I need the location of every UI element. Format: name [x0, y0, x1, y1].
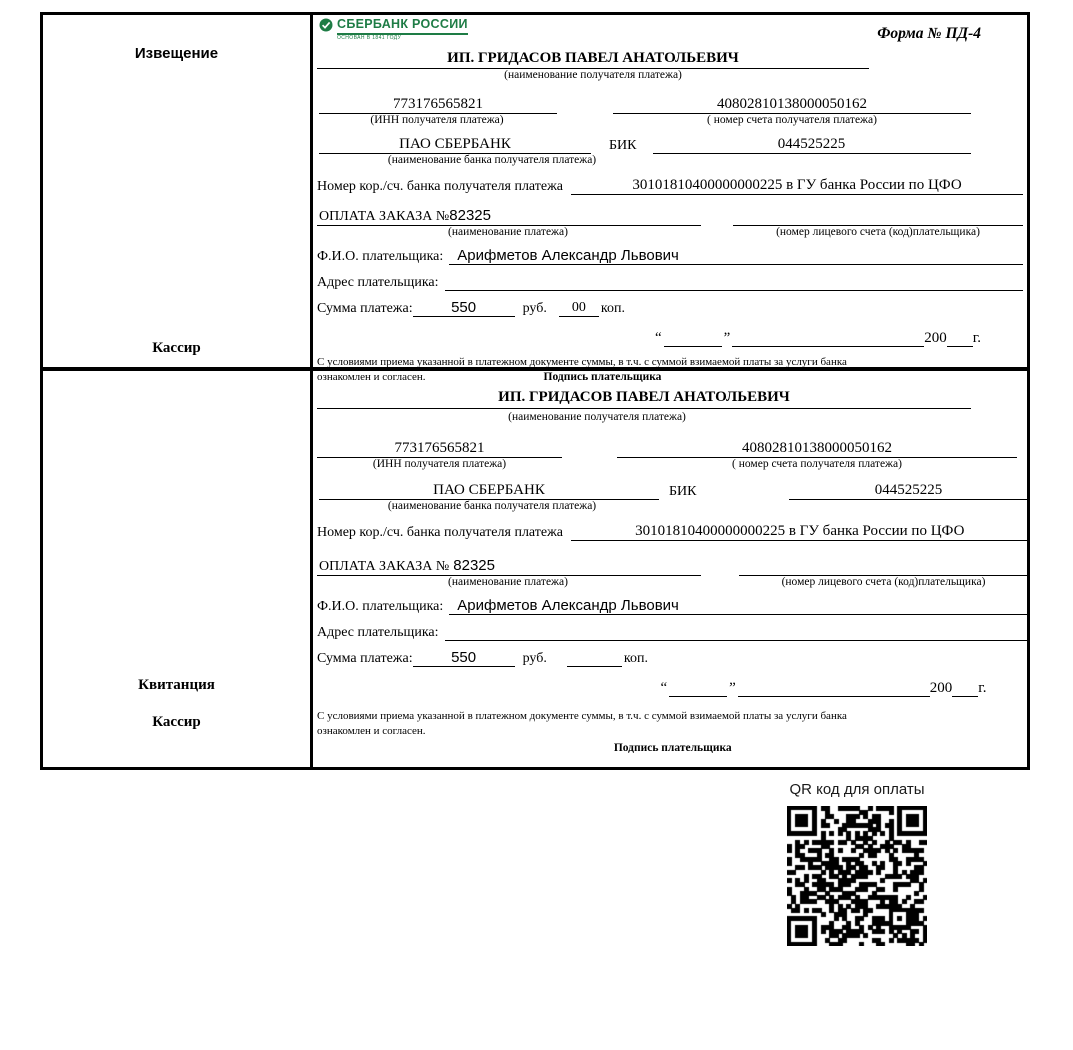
inn-account-row-2	[317, 435, 1029, 458]
payment-purpose-number-2: 82325	[453, 557, 495, 574]
recipient-name-2: ИП. ГРИДАСОВ ПАВЕЛ АНАТОЛЬЕВИЧ	[317, 389, 971, 409]
qr-block	[787, 781, 927, 946]
payment-caption-2: (наименование платежа)	[448, 576, 568, 588]
close-quote-2: ”	[729, 680, 736, 696]
recipient-caption-2: (наименование получателя платежа)	[508, 411, 686, 423]
qr-code	[787, 806, 927, 946]
sberbank-emblem-icon	[319, 18, 333, 37]
payment-purpose-row-2	[317, 553, 1029, 576]
payment-purpose-label: ОПЛАТА ЗАКАЗА №	[319, 209, 450, 224]
account-value: 40802810138000050162	[613, 96, 971, 114]
year-field	[947, 346, 973, 347]
payer-name-value: Арифметов Александр Львович	[449, 247, 1023, 265]
kop-label-2: коп.	[623, 651, 648, 666]
payer-name-label-2: Ф.И.О. плательщика:	[317, 599, 444, 614]
corr-account-row	[317, 172, 1023, 195]
open-quote-2: “	[660, 680, 668, 696]
form-header-row	[317, 15, 1023, 50]
rub-label: руб.	[522, 301, 547, 316]
bank-caption: (наименование банка получателя платежа)	[387, 154, 597, 166]
inn-account-row	[317, 91, 1023, 114]
payment-sum-row-2	[317, 645, 1029, 667]
bik-label: БИК	[609, 138, 637, 153]
bik-label-2: БИК	[669, 484, 697, 499]
sberbank-logo-text	[337, 18, 468, 41]
payment-purpose-field	[317, 207, 701, 226]
corr-value-2: 30101810400000000225 в ГУ банка России по ЦФО	[571, 523, 1029, 541]
personal-account-caption: (номер лицевого счета (код)плательщика)	[776, 226, 980, 238]
payer-name-row-2	[317, 592, 1029, 615]
payer-address-row	[317, 269, 1023, 291]
bank-name-2: ПАО СБЕРБАНК	[319, 482, 659, 500]
receipt-left-column	[43, 371, 313, 767]
notice-form-body	[313, 15, 1027, 383]
date-day-field	[664, 346, 722, 347]
sum-rub-value-2: 550	[413, 649, 515, 667]
inn-caption: (ИНН получателя платежа)	[370, 114, 504, 126]
payer-name-value-2: Арифметов Александр Львович	[449, 597, 1028, 615]
receipt-label: Квитанция	[138, 677, 215, 693]
bik-value-2: 044525225	[789, 482, 1029, 500]
payer-address-field	[445, 269, 1023, 291]
date-month-field	[732, 346, 924, 347]
cashier-label-2: Кассир	[152, 714, 201, 730]
agreement-line2-2: ознакомлен и согласен.	[317, 724, 426, 737]
personal-account-field	[733, 203, 1023, 226]
date-row-2	[317, 674, 1029, 697]
inn-value-2: 773176565821	[317, 440, 562, 458]
payment-purpose-field-2	[317, 557, 701, 576]
signature-label: Подпись плательщика	[543, 370, 662, 383]
purpose-captions-2	[317, 576, 1029, 588]
payment-sum-row	[317, 295, 1023, 317]
notice-label: Извещение	[134, 45, 219, 62]
agreement-text-2	[317, 709, 1029, 756]
account-caption-2: ( номер счета получателя платежа)	[732, 458, 902, 470]
sum-label-2: Сумма платежа:	[317, 651, 413, 666]
purpose-captions	[317, 226, 1023, 238]
form-number: Форма № ПД-4	[877, 25, 981, 42]
year-suffix-2: г.	[978, 680, 987, 696]
payment-caption: (наименование платежа)	[448, 226, 568, 238]
payer-name-label: Ф.И.О. плательщика:	[317, 249, 444, 264]
bank-caption-2: (наименование банка получателя платежа)	[387, 500, 597, 512]
kop-label: коп.	[600, 301, 625, 316]
payer-address-label: Адрес плательщика:	[317, 275, 439, 290]
sberbank-brand: СБЕРБАНК РОССИИ	[337, 18, 468, 35]
notice-section	[43, 15, 1027, 383]
payment-purpose-number: 82325	[449, 207, 491, 224]
date-day-field-2	[669, 696, 727, 697]
sum-kop-value-2	[567, 666, 622, 667]
date-month-field-2	[738, 696, 930, 697]
agreement-line1-2: С условиями приема указанной в платежном документе суммы, в т.ч. с суммой взимаемой платы за услуги банка	[317, 710, 847, 722]
inn-account-captions	[317, 114, 1023, 126]
year-prefix: 200	[924, 330, 947, 346]
payer-name-row	[317, 242, 1023, 265]
payment-purpose-row	[317, 203, 1023, 226]
inn-value: 773176565821	[319, 96, 557, 114]
payment-form-pd4	[40, 12, 1030, 770]
signature-label-2: Подпись плательщика	[613, 742, 732, 755]
agreement-line2-text: ознакомлен и согласен.	[317, 370, 426, 383]
notice-left-column	[43, 15, 313, 367]
agreement-line1: С условиями приема указанной в платежном документе суммы, в т.ч. с суммой взимаемой платы за услуги банка	[317, 356, 847, 368]
rub-label-2: руб.	[522, 651, 547, 666]
qr-label: QR код для оплаты	[789, 781, 925, 798]
recipient-caption: (наименование получателя платежа)	[504, 69, 682, 81]
close-quote: ”	[723, 330, 731, 346]
corr-label: Номер кор./сч. банка получателя платежа	[317, 179, 563, 194]
date-row	[317, 324, 1023, 347]
inn-caption-2: (ИНН получателя платежа)	[372, 458, 507, 470]
year-field-2	[952, 696, 978, 697]
personal-account-caption-2: (номер лицевого счета (код)плательщика)	[781, 576, 986, 588]
year-suffix: г.	[972, 330, 981, 346]
bank-row	[317, 130, 1023, 154]
payment-purpose-label-2: ОПЛАТА ЗАКАЗА №	[319, 559, 450, 574]
corr-label-2: Номер кор./сч. банка получателя платежа	[317, 525, 563, 540]
cashier-label: Кассир	[152, 340, 201, 356]
recipient-name: ИП. ГРИДАСОВ ПАВЕЛ АНАТОЛЬЕВИЧ	[317, 50, 869, 69]
corr-value: 30101810400000000225 в ГУ банка России по ЦФО	[571, 177, 1023, 195]
receipt-section	[43, 371, 1027, 767]
personal-account-field-2	[739, 553, 1029, 576]
sberbank-logo	[319, 18, 468, 41]
sum-kop-value: 00	[559, 300, 599, 317]
open-quote: “	[654, 330, 662, 346]
inn-account-captions-2	[317, 458, 1029, 470]
corr-account-row-2	[317, 518, 1029, 541]
sum-label: Сумма платежа:	[317, 301, 413, 316]
bik-value: 044525225	[653, 136, 971, 154]
account-value-2: 40802810138000050162	[617, 440, 1017, 458]
bank-name: ПАО СБЕРБАНК	[319, 136, 591, 154]
bank-row-2	[317, 476, 1029, 500]
account-caption: ( номер счета получателя платежа)	[707, 114, 877, 126]
payer-address-field-2	[445, 619, 1029, 641]
sum-rub-value: 550	[413, 299, 515, 317]
receipt-form-body	[313, 371, 1033, 767]
payer-address-label-2: Адрес плательщика:	[317, 625, 439, 640]
year-prefix-2: 200	[929, 680, 953, 696]
payer-address-row-2	[317, 619, 1029, 641]
sberbank-tagline: ОСНОВАН В 1841 ГОДУ	[337, 34, 402, 41]
